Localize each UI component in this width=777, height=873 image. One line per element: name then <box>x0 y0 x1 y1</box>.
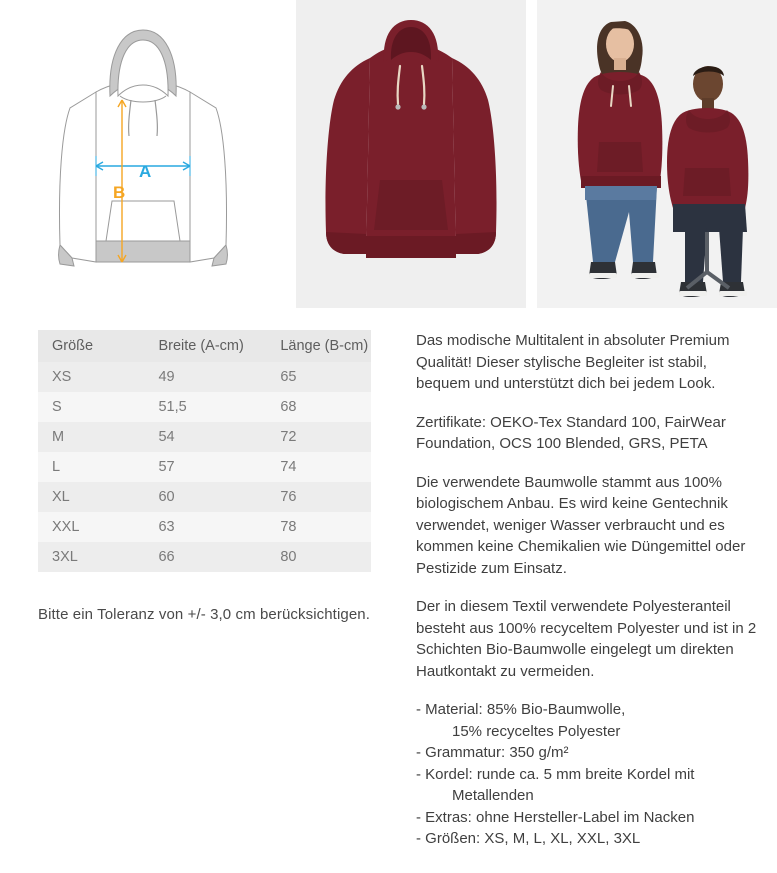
product-details <box>0 308 777 850</box>
description-paragraph-polyester: Der in diesem Textil verwendete Polyesteranteil besteht aus 100% recyceltem Polyester und ist in 2 Schichten Bio-Baumwolle eingelegt um direkten Hautkontakt zu vermeiden. <box>416 598 757 680</box>
spec-cord-second-line <box>416 785 757 807</box>
column-header-size: Größe <box>38 330 144 362</box>
description-paragraph-cotton: Die verwendete Baumwolle stammt aus 100% biologischem Anbau. Es wird keine Gentechnik verwendet, weniger Wasser verbraucht und es kommen keine Chemikalien wie Düngemittel oder Pestizide zum Einsatz. <box>416 473 746 577</box>
cell-size: M <box>38 422 144 452</box>
cell-size: 3XL <box>38 542 144 572</box>
hoodie-model-photo <box>537 0 777 308</box>
spec-extras: - Extras: ohne Hersteller-Label im Nacken <box>416 808 695 826</box>
table-row <box>38 452 371 482</box>
cell-width: 57 <box>144 452 266 482</box>
hoodie-product-photo <box>296 0 526 308</box>
hoodie-technical-drawing <box>0 0 285 308</box>
table-row <box>38 392 371 422</box>
cell-size: XXL <box>38 512 144 542</box>
cell-width: 60 <box>144 482 266 512</box>
measure-a-label: A <box>139 162 152 181</box>
cell-size: S <box>38 392 144 422</box>
cell-length: 78 <box>266 512 371 542</box>
table-row <box>38 362 371 392</box>
product-image-gallery <box>0 0 777 308</box>
table-row <box>38 422 371 452</box>
cell-length: 65 <box>266 362 371 392</box>
table-row <box>38 542 371 572</box>
spec-cord-second-line-text: Metallenden <box>452 787 534 804</box>
measure-b-label: B <box>113 183 126 202</box>
table-row <box>38 482 371 512</box>
tolerance-note: Bitte ein Toleranz von +/- 3,0 cm berücksichtigen. <box>38 606 370 623</box>
spec-material: - Material: 85% Bio-Baumwolle, <box>416 701 626 718</box>
description-paragraph-intro: Das modische Multitalent in absoluter Premium Qualität! Dieser stylische Begleiter ist stabil, bequem und unterstützt dich bei jedem Look. <box>416 332 730 392</box>
size-table-column <box>0 330 400 850</box>
cell-width: 49 <box>144 362 266 392</box>
cell-length: 72 <box>266 422 371 452</box>
cell-width: 63 <box>144 512 266 542</box>
column-header-width: Breite (A-cm) <box>144 330 266 362</box>
cell-length: 80 <box>266 542 371 572</box>
cell-length: 68 <box>266 392 371 422</box>
cell-width: 51,5 <box>144 392 266 422</box>
table-row <box>38 512 371 542</box>
cell-size: L <box>38 452 144 482</box>
spec-weight: - Grammatur: 350 g/m² <box>416 744 569 761</box>
column-header-length: Länge (B-cm) <box>266 330 371 362</box>
cell-width: 54 <box>144 422 266 452</box>
description-paragraph-certificates: Zertifikate: OEKO-Tex Standard 100, FairWear Foundation, OCS 100 Blended, GRS, PETA <box>416 413 726 452</box>
cell-length: 76 <box>266 482 371 512</box>
spec-material-second-line-text: 15% recyceltes Polyester <box>452 722 621 740</box>
cell-size: XS <box>38 362 144 392</box>
spec-cord: - Kordel: runde ca. 5 mm breite Kordel mit <box>416 765 695 783</box>
spec-list <box>416 699 757 850</box>
cell-width: 66 <box>144 542 266 572</box>
cell-length: 74 <box>266 452 371 482</box>
size-table <box>38 330 371 572</box>
spec-sizes: - Größen: XS, M, L, XL, XXL, 3XL <box>416 830 641 847</box>
cell-size: XL <box>38 482 144 512</box>
description-column <box>400 330 777 850</box>
table-header-row <box>38 330 371 362</box>
spec-material-second-line <box>416 721 757 743</box>
